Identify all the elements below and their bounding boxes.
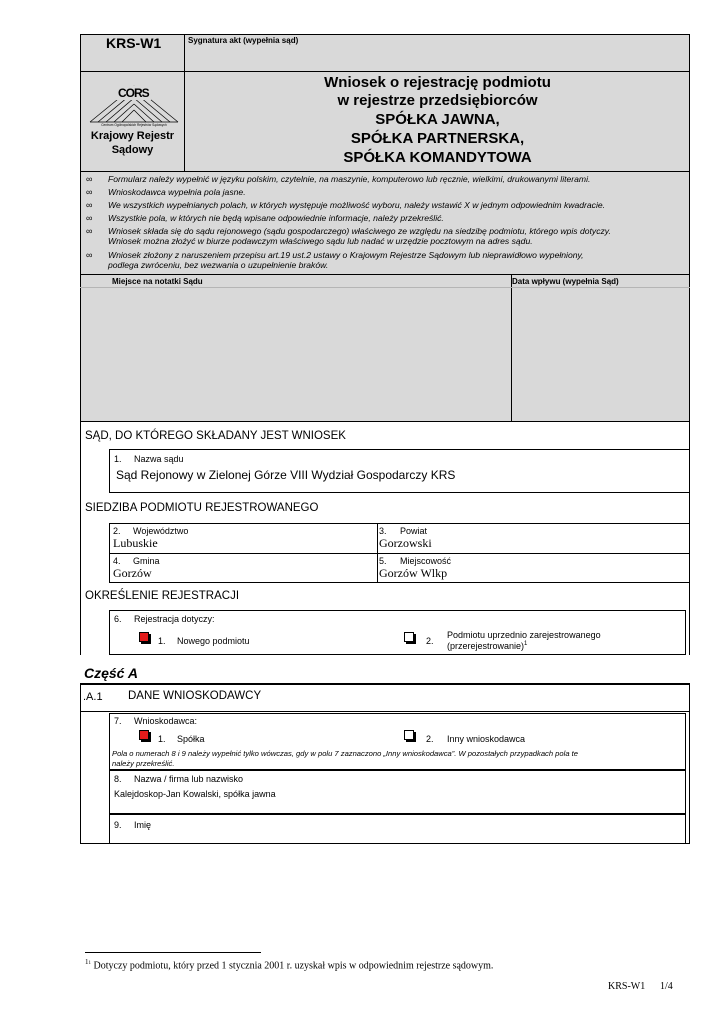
header-divider [80,71,690,72]
instruction-text: We wszystkich wypełnianych polach, w których występuje możliwość wyboru, należy wstawić X w jednym odpowiednim kwadracie. [108,200,606,210]
applicant-note-line2: należy przekreślić. [112,759,175,768]
other-applicant-checkbox[interactable] [404,730,414,740]
title-line3: SPÓŁKA JAWNA, [375,111,500,128]
name-num: 8. [114,774,122,784]
bullet-icon: ∞ [86,250,93,260]
footnote-rule [85,952,261,953]
applicant-num: 7. [114,716,122,726]
reregistration-checkbox[interactable] [404,632,414,642]
page-title [185,73,690,167]
town-label: Miejscowość [400,556,452,566]
registration-section-heading: OKREŚLENIE REJESTRACJI [85,590,240,602]
footer-page-number: 1/4 [660,981,673,992]
bullet-icon: ∞ [86,226,93,236]
reregistration-label-text: (przerejestrowanie) [447,641,525,651]
company-checkbox[interactable] [139,730,149,740]
court-notes-label: Miejsce na notatki Sądu [112,277,203,286]
form-code: KRS-W1 [106,35,162,51]
court-name-num: 1. [114,454,122,464]
commune-label: Gmina [133,556,160,566]
commune-num: 4. [113,556,121,566]
signature-label: Sygnatura akt (wypełnia sąd) [188,36,299,45]
seat-col-divider [377,523,378,583]
town-num: 5. [379,556,387,566]
voivodeship-label: Województwo [133,526,189,536]
bullet-icon: ∞ [86,187,93,197]
first-name-field[interactable] [109,814,686,844]
title-line4: SPÓŁKA PARTNERSKA, [350,130,525,147]
bullet-icon: ∞ [86,200,93,210]
seat-section-heading: SIEDZIBA PODMIOTU REJESTROWANEGO [85,502,319,514]
instruction-text: Formularz należy wypełnić w języku polskim, czytelnie, na maszynie, komputerowo lub ręcznie, wielkimi, drukowanymi literami. [108,174,591,184]
reregistration-label-line2[interactable] [447,641,527,651]
bullet-icon: ∞ [86,213,93,223]
registry-name-line2: Sądowy [111,144,154,156]
other-applicant-num: 2. [426,734,434,744]
court-notes-underline [80,287,690,288]
part-a-section-title: DANE WNIOSKODAWCY [128,690,262,702]
footnote-marker-ref: 1 [88,961,91,966]
bullet-icon: ∞ [86,174,93,184]
instruction-text: Wnioskodawca wypełnia pola jasne. [108,187,246,197]
instruction-text: podlega zwróceniu, bez wezwania o uzupełnienie braków. [108,260,329,270]
commune-value[interactable]: Gorzów [113,566,152,580]
cors-logo-text: CORS [118,86,149,100]
footnote-marker: 1 [85,958,89,966]
company-label[interactable]: Spółka [177,734,205,744]
applicant-note-line1: Pola o numerach 8 i 9 należy wypełnić tylko wówczas, gdy w polu 7 zaznaczono „Inny wnioskodawca”. W pozostałych przypadkach pola te [112,749,578,758]
new-entity-num: 1. [158,636,166,646]
part-a-section-divider [80,711,690,712]
title-line1: Wniosek o rejestrację podmiotu [324,74,551,91]
county-value[interactable]: Gorzowski [379,536,432,550]
first-name-num: 9. [114,820,122,830]
court-notes-divider [511,275,512,422]
court-name-label: Nazwa sądu [134,454,184,464]
town-value[interactable]: Gorzów Wlkp [379,566,448,580]
instruction-text: Wniosek składa się do sądu rejonowego (sądu gospodarczego) właściwego ze względu na siedzibę podmiotu, którego wpis dotyczy. [108,226,611,236]
footnote [85,958,493,971]
title-line5: SPÓŁKA KOMANDYTOWA [343,149,532,166]
registration-num: 6. [114,614,122,624]
court-name-value[interactable]: Sąd Rejonowy w Zielonej Górze VIII Wydział Gospodarczy KRS [116,468,456,482]
new-entity-label[interactable]: Nowego podmiotu [177,636,250,646]
applicant-label: Wnioskodawca: [134,716,198,726]
first-name-label: Imię [134,820,152,830]
name-value[interactable]: Kalejdoskop-Jan Kowalski, spółka jawna [114,789,276,799]
reregistration-label-line1[interactable]: Podmiotu uprzednio zarejestrowanego [447,630,601,640]
seat-row-divider [109,553,690,554]
registration-label: Rejestracja dotyczy: [134,614,215,624]
registry-name-line1: Krajowy Rejestr [90,130,175,142]
company-num: 1. [158,734,166,744]
other-applicant-label[interactable]: Inny wnioskodawca [447,734,526,744]
county-num: 3. [379,526,387,536]
part-a-title: Część A [84,665,138,681]
court-section-heading: SĄD, DO KTÓREGO SKŁADANY JEST WNIOSEK [85,430,346,442]
voivodeship-value[interactable]: Lubuskie [113,536,158,550]
footnote-ref: 1 [524,641,528,647]
footer-form-code: KRS-W1 [608,981,646,992]
name-label: Nazwa / firma lub nazwisko [134,774,244,784]
footnote-text: Dotyczy podmiotu, który przed 1 stycznia 2001 r. uzyskał wpis w odpowiednim rejestrze sądowym. [93,960,494,972]
instruction-text: Wniosek złożony z naruszeniem przepisu art.19 ust.2 ustawy o Krajowym Rejestrze Sądowym lub nieprawidłowo wypełniony, [108,250,584,260]
new-entity-checkbox[interactable] [139,632,149,642]
part-a-section-num: .A.1 [83,691,103,703]
reregistration-num: 2. [426,636,434,646]
title-line2: w rejestrze przedsiębiorców [337,92,538,109]
voivodeship-num: 2. [113,526,121,536]
instruction-text: Wszystkie pola, w których nie będą wpisane odpowiednie informacje, należy przekreślić. [108,213,444,223]
court-notes-area [80,275,690,422]
instruction-text: Wniosek można złożyć w biurze podawczym właściwego sądu lub nadać w urzędzie pocztowym na adres sądu. [108,236,533,246]
county-label: Powiat [400,526,428,536]
receipt-date-label: Data wpływu (wypełnia Sąd) [512,277,619,286]
cors-logo-caption: Centrum Ogólnopolskich Rejestrów Sądowych [101,123,167,127]
